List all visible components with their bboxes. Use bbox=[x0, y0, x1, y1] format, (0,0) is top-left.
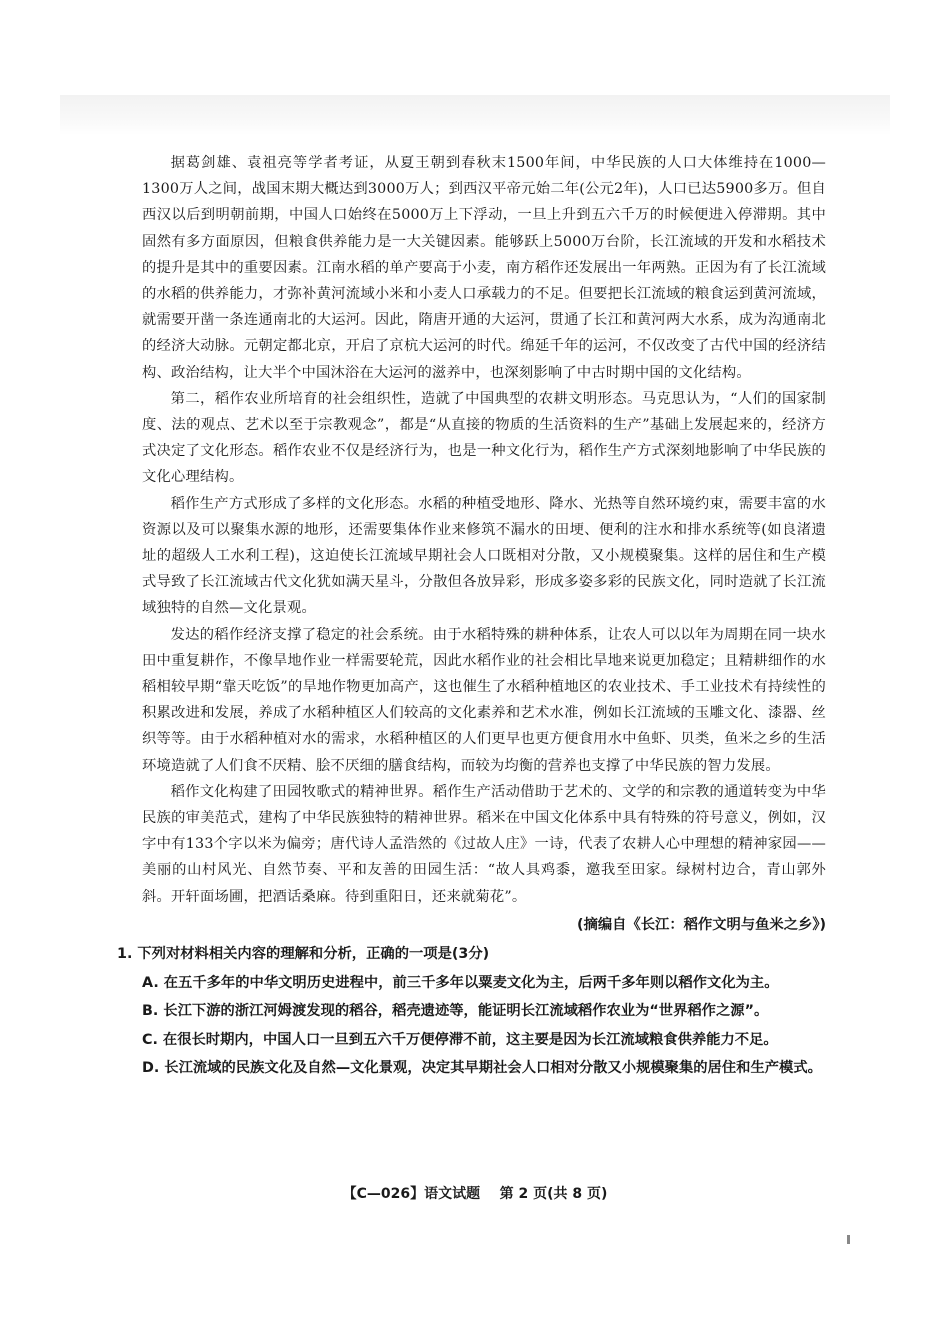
option-a: A. 在五千多年的中华文明历史进程中，前三千多年以粟麦文化为主，后两千多年则以稻作文化为主。 bbox=[142, 974, 779, 991]
option-b: B. 长江下游的浙江河姆渡发现的稻谷，稻壳遗迹等，能证明长江流域稻作农业为“世界稻作之源”。 bbox=[142, 1003, 769, 1020]
article-paragraph: 发达的稻作经济支撑了稳定的社会系统。由于水稻特殊的耕种体系，让农人可以以年为周期在同一块水田中重复耕作，不像旱地作业一样需要轮荒，因此水稻作业的社会相比旱地来说更加稳定；且精耕细作的水稻相较早期“靠天吃饭”的旱地作物更加高产，这也催生了水稻种植地区的农业技术、手工业技术有持续性的积累改进和发展，养成了水稻种植区人们较高的文化素养和艺术水准，例如长江流域的玉雕文化、漆器、丝织等等。由于水稻种植对水的需求，水稻种植区的人们更早也更方便食用水中鱼虾、贝类，鱼米之乡的生活环境造就了人们食不厌精、脍不厌细的膳食结构，而较为均衡的营养也支撑了中华民族的智力发展。 bbox=[142, 626, 826, 774]
article-paragraph: 稻作文化构建了田园牧歌式的精神世界。稻作生产活动借助于艺术的、文学的和宗教的通道转变为中华民族的审美范式，建构了中华民族独特的精神世界。稻米在中国文化体系中具有特殊的符号意义，例如，汉字中有133个字以米为偏旁；唐代诗人孟浩然的《过故人庄》一诗，代表了农耕人心中理想的精神家园——美丽的山村风光、自然节奏、平和友善的田园生活：“故人具鸡黍，邀我至田家。绿树村边合，青山郭外斜。开轩面场圃，把酒话桑麻。待到重阳日，还来就菊花”。 bbox=[142, 783, 826, 905]
page-footer: 【C—026】语文试题 第 2 页(共 8 页) bbox=[342, 1186, 608, 1202]
option-c: C. 在很长时期内，中国人口一旦到五六千万便停滞不前，这主要是因为长江流域粮食供养能力不足。 bbox=[142, 1031, 778, 1048]
question-prompt: 1. 下列对材料相关内容的理解和分析，正确的一项是(3分) bbox=[117, 945, 490, 962]
scan-shadow-band bbox=[60, 95, 890, 135]
question-options bbox=[142, 969, 826, 1083]
option-d: D. 长江流域的民族文化及自然—文化景观，决定其早期社会人口相对分散又小规模聚集的居住和生产模式。 bbox=[142, 1060, 822, 1077]
article-paragraph: 据葛剑雄、袁祖亮等学者考证，从夏王朝到春秋末1500年间，中华民族的人口大体维持在1000—1300万人之间，战国末期大概达到3000万人；到西汉平帝元始二年(公元2年)，人口已达5900多万。但自西汉以后到明朝前期，中国人口始终在5000万上下浮动，一旦上升到五六千万的时候便进入停滞期。其中固然有多方面原因，但粮食供养能力是一大关键因素。能够跃上5000万台阶，长江流域的开发和水稻技术的提升是其中的重要因素。江南水稻的单产要高于小麦，南方稻作还发展出一年两熟。正因为有了长江流域的水稻的供养能力，才弥补黄河流域小米和小麦人口承载力的不足。但要把长江流域的粮食运到黄河流域，就需要开凿一条连通南北的大运河。因此，隋唐开通的大运河，贯通了长江和黄河两大水系，成为沟通南北的经济大动脉。元朝定都北京，开启了京杭大运河的时代。绵延千年的运河，不仅改变了古代中国的经济结构、政治结构，让大半个中国沐浴在大运河的滋养中，也深刻影响了中古时期中国的文化结构。 bbox=[142, 155, 826, 381]
scan-edge-mark bbox=[847, 1235, 850, 1244]
article-source: (摘编自《长江：稻作文明与鱼米之乡》) bbox=[577, 916, 826, 933]
article-paragraph: 第二，稻作农业所培育的社会组织性，造就了中国典型的农耕文明形态。马克思认为，“人们的国家制度、法的观点、艺术以至于宗教观念”，都是“从直接的物质的生活资料的生产”基础上发展起来的，经济方式决定了文化形态。稻作农业不仅是经济行为，也是一种文化行为，稻作生产方式深刻地影响了中华民族的文化心理结构。 bbox=[142, 390, 826, 486]
article-paragraph: 稻作生产方式形成了多样的文化形态。水稻的种植受地形、降水、光热等自然环境约束，需要丰富的水资源以及可以聚集水源的地形，还需要集体作业来修筑不漏水的田埂、便利的注水和排水系统等(如良渚遗址的超级人工水利工程)，这迫使长江流域早期社会人口既相对分散，又小规模聚集。这样的居住和生产模式导致了长江流域古代文化犹如满天星斗，分散但各放异彩，形成多姿多彩的民族文化，同时造就了长江流域独特的自然—文化景观。 bbox=[142, 495, 826, 617]
page-content bbox=[117, 150, 826, 1083]
